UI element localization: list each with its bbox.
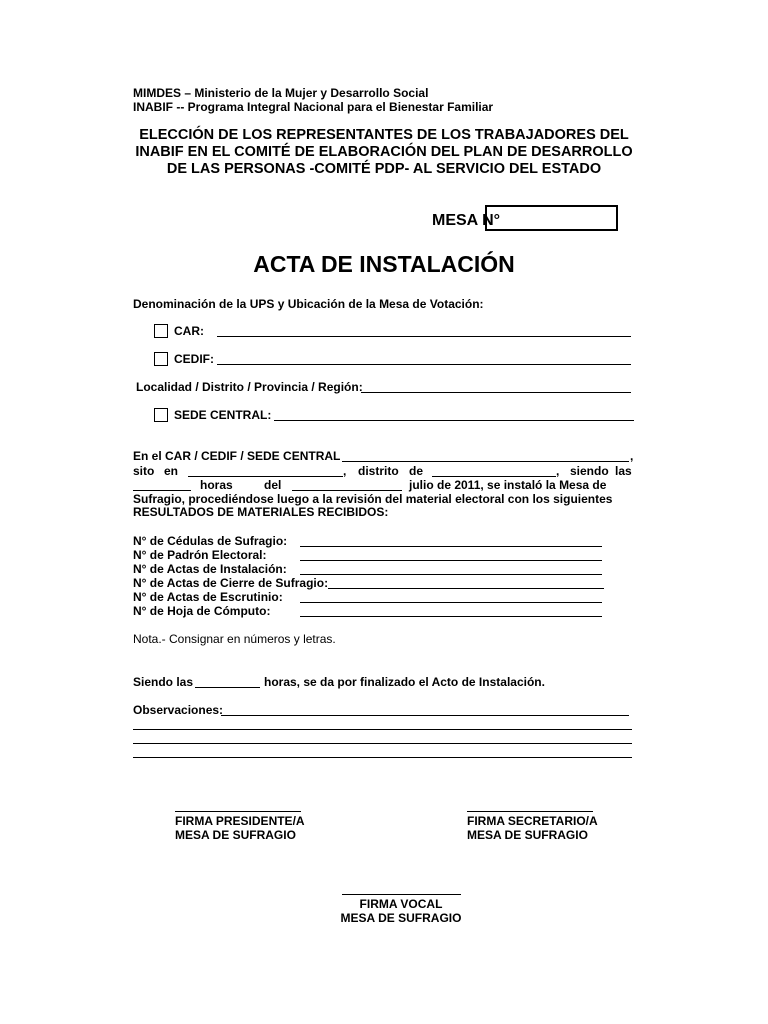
material-input-line[interactable] xyxy=(300,616,602,617)
para-sito: sito xyxy=(133,464,155,478)
dia-input-line[interactable] xyxy=(292,490,402,491)
para-del: del xyxy=(264,478,282,492)
material-label: N° de Hoja de Cómputo: xyxy=(133,604,271,618)
centro-input-line[interactable] xyxy=(342,461,629,462)
signature-president-sub: MESA DE SUFRAGIO xyxy=(175,828,296,842)
para-line4: Sufragio, procediéndose luego a la revisión del material electoral con los siguientes xyxy=(133,492,613,506)
option-cedif: CEDIF: xyxy=(154,352,214,366)
cedif-input-line[interactable] xyxy=(217,364,631,365)
subject-line-3: DE LAS PERSONAS -COMITÉ PDP- AL SERVICIO DEL ESTADO xyxy=(166,161,602,177)
material-label: N° de Actas de Instalación: xyxy=(133,562,287,576)
mesa-number-field[interactable] xyxy=(485,205,618,231)
horas-input-line[interactable] xyxy=(133,490,191,491)
page-title: ACTA DE INSTALACIÓN xyxy=(253,251,515,277)
materials-heading: RESULTADOS DE MATERIALES RECIBIDOS: xyxy=(133,505,389,519)
para-las: las xyxy=(615,464,632,478)
subject-line-1: ELECCIÓN DE LOS REPRESENTANTES DE LOS TRABAJADORES DEL xyxy=(139,127,629,143)
para-comma-3: , xyxy=(556,464,560,478)
sito-input-line[interactable] xyxy=(188,476,343,477)
election-subject xyxy=(120,127,648,178)
para-line1-text: En el CAR / CEDIF / SEDE CENTRAL xyxy=(133,449,341,463)
ups-heading: Denominación de la UPS y Ubicación de la Mesa de Votación: xyxy=(133,297,484,311)
note-text: Nota.- Consignar en números y letras. xyxy=(133,632,336,646)
para-comma-2: , xyxy=(343,464,347,478)
mesa-label: MESA N° xyxy=(432,212,501,229)
para-horas: horas xyxy=(200,478,233,492)
observations-label: Observaciones: xyxy=(133,703,224,717)
option-car: CAR: xyxy=(154,324,204,338)
localidad-input-line[interactable] xyxy=(361,392,631,393)
observations-input-line[interactable] xyxy=(133,757,632,758)
car-input-line[interactable] xyxy=(217,336,631,337)
cedif-checkbox[interactable] xyxy=(154,352,168,366)
material-label: N° de Actas de Escrutinio: xyxy=(133,590,283,604)
option-sede: SEDE CENTRAL: xyxy=(154,408,271,422)
sede-input-line[interactable] xyxy=(274,420,634,421)
closing-siendo: Siendo las xyxy=(133,675,194,689)
signature-secretary-sub: MESA DE SUFRAGIO xyxy=(467,828,588,842)
observations-input-line[interactable] xyxy=(133,743,632,744)
para-siendo: siendo xyxy=(570,464,609,478)
material-input-line[interactable] xyxy=(300,560,602,561)
signature-vocal-sub: MESA DE SUFRAGIO xyxy=(340,911,462,925)
para-line1-comma: , xyxy=(630,449,634,463)
localidad-label: Localidad / Distrito / Provincia / Región: xyxy=(136,380,363,394)
material-input-line[interactable] xyxy=(300,602,602,603)
material-label: N° de Cédulas de Sufragio: xyxy=(133,534,288,548)
material-input-line[interactable] xyxy=(300,574,602,575)
signature-line-vocal[interactable] xyxy=(342,894,461,895)
para-de: de xyxy=(409,464,424,478)
signature-line-president[interactable] xyxy=(175,811,301,812)
sede-checkbox[interactable] xyxy=(154,408,168,422)
signature-president-title: FIRMA PRESIDENTE/A xyxy=(175,814,305,828)
signature-vocal-title: FIRMA VOCAL xyxy=(359,897,443,911)
signature-secretary-title: FIRMA SECRETARIO/A xyxy=(467,814,598,828)
distrito-input-line[interactable] xyxy=(432,476,556,477)
para-en: en xyxy=(164,464,179,478)
material-label: N° de Padrón Electoral: xyxy=(133,548,267,562)
observations-input-line[interactable] xyxy=(133,729,632,730)
closing-hour-input-line[interactable] xyxy=(195,687,260,688)
observations-input-line[interactable] xyxy=(221,715,629,716)
material-label: N° de Actas de Cierre de Sufragio: xyxy=(133,576,329,590)
car-checkbox[interactable] xyxy=(154,324,168,338)
header-ministry: MIMDES – Ministerio de la Mujer y Desarrollo Social xyxy=(133,86,429,100)
para-julio: julio de 2011, se instaló la Mesa de xyxy=(409,478,607,492)
header-program: INABIF -- Programa Integral Nacional para el Bienestar Familiar xyxy=(133,100,494,114)
subject-line-2: INABIF EN EL COMITÉ DE ELABORACIÓN DEL PLAN DE DESARROLLO xyxy=(135,144,633,160)
signature-line-secretary[interactable] xyxy=(467,811,593,812)
material-input-line[interactable] xyxy=(328,588,604,589)
closing-text: horas, se da por finalizado el Acto de Instalación. xyxy=(264,675,545,689)
material-input-line[interactable] xyxy=(300,546,602,547)
para-distrito: distrito xyxy=(358,464,399,478)
